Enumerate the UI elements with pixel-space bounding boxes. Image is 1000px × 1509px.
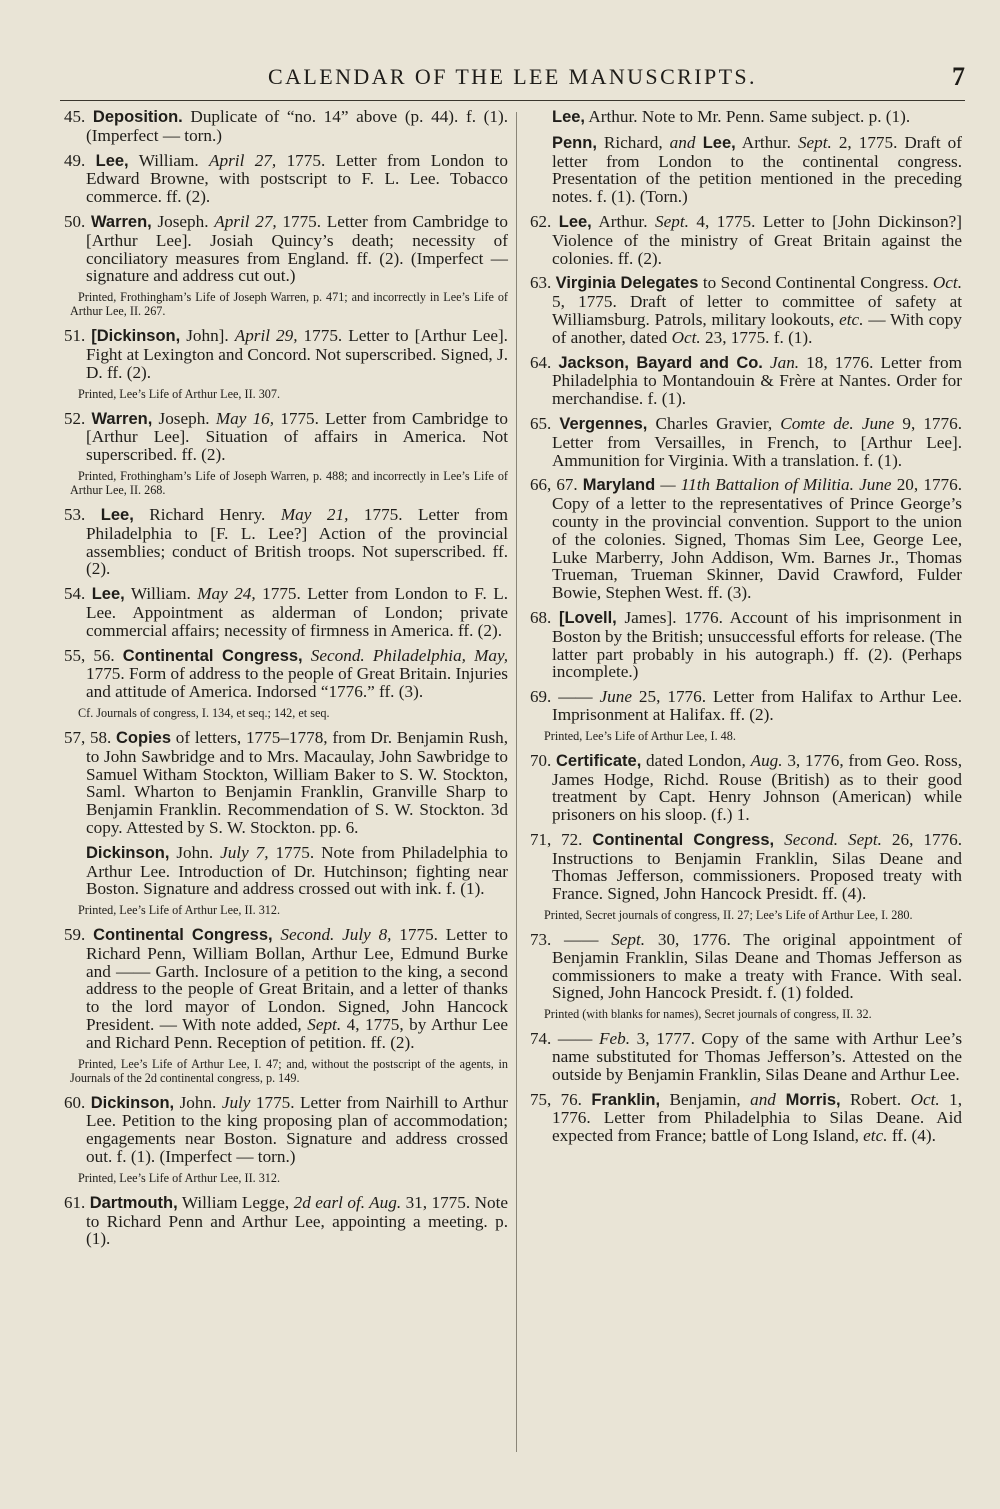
- entry-text: 1775. Note from Philadelphia to Arthur Lee. Introduction of Dr. Hutchinson; fighting near Boston. Signature and address crossed out with ink. f. (1).: [86, 842, 508, 899]
- left-column: [60, 108, 508, 1255]
- entry-text: Richard,: [596, 132, 670, 152]
- entry-text: Joseph.: [151, 211, 215, 231]
- entry-66-67: [526, 476, 962, 602]
- note-52: Printed, Frothingham’s Life of Joseph Warren, p. 488; and incorrectly in Lee’s Life of Arthur Lee, II. 268.: [70, 468, 508, 497]
- entry-heading: [Dickinson,: [91, 327, 181, 346]
- entry-text: 26, 1776. Instructions to Benjamin Franklin, Silas Deane and Thomas Jefferson, commissioners. Proposed treaty with France. Signed, John Hancock Presidt. ff. (4).: [552, 829, 963, 904]
- entry-54: [60, 585, 508, 639]
- entry-text: ——: [564, 930, 612, 950]
- note-55: Cf. Journals of congress, I. 134, et seq.; 142, et seq.: [78, 705, 330, 720]
- entry-59: [60, 926, 508, 1052]
- entry-italic-text: May 24,: [197, 584, 256, 604]
- entry-italic-text: Second. Sept.: [774, 829, 882, 849]
- entry-italic-text: May 16,: [215, 408, 275, 428]
- entry-55-56: [60, 647, 508, 701]
- entry-text: dated London,: [641, 750, 751, 770]
- entry-italic-text: Second. Philadelphia, May,: [302, 645, 509, 665]
- entry-53: [60, 506, 508, 578]
- entry-62: [526, 213, 962, 267]
- entry-number: 71, 72.: [530, 829, 583, 849]
- entry-number: 55, 56.: [64, 645, 115, 665]
- entry-text: Robert.: [840, 1089, 911, 1109]
- entry-italic-text: Oct.: [932, 273, 963, 293]
- entry-heading: Jackson, Bayard and Co.: [558, 353, 763, 372]
- entry-text: 1775. Letter from London to Edward Browne, with postscript to F. L. Lee. Tobacco commerce. ff. (2).: [86, 150, 508, 207]
- entry-number: 60.: [64, 1092, 86, 1112]
- entry-65: [526, 415, 962, 469]
- entry-text: 4, 1775. Letter to [John Dickinson?] Violence of the ministry of Great Britain against the colonies. ff. (2).: [552, 211, 963, 268]
- entry-text: — With copy of another, dated: [552, 309, 962, 347]
- entry-italic-text: Oct.: [671, 327, 701, 347]
- entry-heading: Virginia Delegates: [555, 274, 699, 293]
- entry-text: 1775. Letter from Nairhill to Arthur Lee. Petition to the king proposing plan of accommodation; engagements near Boston. Signature and address crossed out. f. (1). (Imperfect — torn.): [86, 1092, 508, 1167]
- entry-text: 20, 1776. Copy of a letter to the representatives of Prince George’s county in the provincial convention. Support to the union of the colonies. Signed, Thomas Sim Lee, George Lee, Luke Marberry, John Addison, Wm. Barnes Jr., Thomas Trueman, Trueman Skinner, David Crawford, Fulder Bowie, Stephen West. ff. (3).: [552, 475, 963, 603]
- note-59: Printed, Lee’s Life of Arthur Lee, I. 47; and, without the postscript of the agents, in Journals of the 2d continental congress, p. 149.: [70, 1056, 508, 1085]
- entry-italic-text: Comte de. June: [780, 413, 895, 433]
- entry-text: William Legge,: [177, 1192, 294, 1212]
- entry-heading: Penn,: [552, 133, 597, 152]
- entry-number: 64.: [530, 352, 552, 372]
- entry-51: [60, 327, 508, 381]
- entry-text: John].: [180, 326, 235, 346]
- entry-italic-text: etc.: [863, 1126, 888, 1146]
- entry-italic-text: and: [750, 1089, 776, 1109]
- entry-heading: Warren,: [90, 212, 152, 231]
- entry-57-58: [60, 729, 508, 837]
- entry-italic-text: Sept.: [797, 132, 832, 152]
- entry-heading: Lee,: [558, 212, 592, 231]
- entry-italic-text: Sept.: [611, 930, 646, 950]
- entry-60: [60, 1094, 508, 1166]
- entry-70: [526, 752, 962, 824]
- entry-text: 1775. Letter from London to F. L. Lee. Appointment as alderman of London; private commercial affairs; necessity of firmness in America. ff. (2).: [86, 584, 508, 640]
- entry-text: 23, 1775. f. (1).: [700, 327, 813, 347]
- entry-text: Duplicate of “no. 14” above (p. 44). f. (1). (Imperfect — torn.): [86, 107, 509, 145]
- entry-61-lee: [526, 108, 962, 127]
- entry-heading: Lee,: [552, 108, 586, 126]
- entry-52: [60, 410, 508, 464]
- entry-number: 45.: [64, 107, 86, 126]
- entry-text: Richard Henry.: [133, 504, 281, 524]
- note-50: Printed, Frothingham’s Life of Joseph Warren, p. 471; and incorrectly in Lee’s Life of Arthur Lee, II. 267.: [70, 290, 508, 319]
- entry-italic-text: May 21,: [280, 504, 349, 524]
- entry-73: [526, 931, 962, 1002]
- entry-74: [526, 1030, 962, 1083]
- entry-heading: Deposition.: [92, 108, 183, 126]
- entry-text: 18, 1776. Letter from Philadelphia to Montandouin & Frère at Nantes. Order for merchandise. f. (1).: [552, 352, 962, 409]
- entry-number: 75, 76.: [530, 1089, 582, 1109]
- right-column: [526, 108, 962, 1152]
- entry-text: 1775. Letter to Richard Penn, William Bollan, Arthur Lee, Edmund Burke and —— Garth. Inclosure of a petition to the king, a second address to the people of Great Britain, and a letter of thanks to the lord mayor of London. Signed, John Hancock President. — With note added,: [86, 925, 508, 1035]
- entry-heading: Continental Congress,: [93, 926, 273, 945]
- entry-number: 52.: [64, 408, 86, 428]
- entry-number: 50.: [64, 211, 86, 231]
- entry-text: 9, 1776. Letter from Versailles, in French, to [Arthur Lee]. Ammunition for Virginia. With a translation. f. (1).: [552, 413, 962, 470]
- entry-49: [60, 152, 508, 206]
- entry-heading: Warren,: [91, 409, 153, 428]
- entry-text: 3, 1776, from Geo. Ross, James Hodge, Richd. Rouse (British) as to their good treatment by Capt. Henry Johnson (American) while prisoners on his sloop. (f.) 1.: [552, 750, 963, 825]
- note-71: Printed, Secret journals of congress, II. 27; Lee’s Life of Arthur Lee, I. 280.: [544, 908, 913, 923]
- entry-italic-text: Feb.: [598, 1029, 630, 1049]
- entry-text: Arthur.: [735, 132, 798, 152]
- entry-number: 66, 67.: [530, 475, 578, 495]
- entry-text: Arthur.: [591, 211, 655, 231]
- note-51: Printed, Lee’s Life of Arthur Lee, II. 307.: [78, 386, 281, 401]
- entry-number: 69.: [530, 687, 552, 707]
- entry-heading: Continental Congress,: [592, 830, 775, 849]
- entry-italic-text: Oct.: [910, 1089, 940, 1109]
- entry-69: [526, 688, 962, 724]
- entry-number: 61.: [64, 1192, 86, 1212]
- entry-text: 1775. Form of address to the people of Great Britain. Injuries and attitude of America. Indorsed “1776.” ff. (3).: [86, 664, 508, 702]
- page-number: 7: [952, 62, 965, 91]
- entry-italic-text: June: [599, 687, 632, 707]
- entry-heading: Copies: [116, 728, 172, 747]
- entry-number: 74.: [530, 1029, 552, 1049]
- entry-68: [526, 609, 962, 681]
- entry-text: 3, 1777. Copy of the same with Arthur Lee’s name substituted for Thomas Jefferson’s. Attested on the outside by Benjamin Franklin, Silas Deane and Arthur Lee.: [552, 1029, 963, 1084]
- entry-text: of letters, 1775–1778, from Dr. Benjamin Rush, to John Sawbridge and to Mrs. Macaulay, John Sawbridge to Samuel Witham Stockton, William Baker to S. W. Stockton, Saml. Wharton to Benjamin Franklin, Granville Sharp to Benjamin Franklin. Recommendation of S. W. Stockton. 3d copy. Attested by S. W. Stockton. pp. 6.: [86, 727, 509, 837]
- entry-italic-text: Aug.: [750, 750, 783, 770]
- entry-heading: Vergennes,: [559, 414, 648, 433]
- entry-number: 65.: [530, 413, 552, 433]
- entry-italic-text: Sept.: [655, 211, 689, 231]
- entry-italic-text: etc.: [839, 309, 864, 329]
- entry-number: 54.: [64, 584, 86, 604]
- entry-heading: Maryland: [582, 476, 656, 495]
- entry-text: Benjamin,: [660, 1089, 751, 1109]
- note-57b: Printed, Lee’s Life of Arthur Lee, II. 312.: [78, 903, 281, 918]
- header-rule: [60, 100, 965, 101]
- entry-text: John.: [169, 842, 221, 862]
- entry-heading: Lee,: [91, 585, 125, 604]
- entry-number: 57, 58.: [64, 727, 112, 747]
- entry-text: ff. (4).: [887, 1126, 936, 1146]
- entry-heading: Dickinson,: [90, 1093, 175, 1112]
- entry-italic-text: Jan.: [762, 352, 800, 372]
- entry-45: [60, 108, 508, 145]
- entry-number: 62.: [530, 211, 552, 231]
- page-header: [60, 64, 965, 104]
- entry-text: 2, 1775. Draft of letter from London to the continental congress. Presentation of the petition mentioned in the preceding notes. f. (1). (Torn.): [552, 132, 962, 207]
- entry-61-penn: [526, 134, 962, 206]
- note-73: Printed (with blanks for names), Secret journals of congress, II. 32.: [544, 1007, 872, 1022]
- entry-61: [60, 1194, 508, 1248]
- entry-italic-text: Second. July 8,: [272, 925, 392, 945]
- entry-number: 73.: [530, 930, 552, 950]
- note-69: Printed, Lee’s Life of Arthur Lee, I. 48.: [544, 728, 736, 743]
- entry-number: 68.: [530, 607, 552, 627]
- entry-italic-text: 2d earl of. Aug.: [293, 1192, 402, 1212]
- entry-number: 49.: [64, 150, 86, 170]
- entry-number: 63.: [530, 273, 552, 293]
- entry-text: Arthur. Note to Mr. Penn. Same subject. p. (1).: [585, 107, 911, 126]
- entry-italic-text: — 11th Battalion of Militia. June: [655, 475, 892, 495]
- note-60: Printed, Lee’s Life of Arthur Lee, II. 312.: [78, 1170, 281, 1185]
- entry-text: 5, 1775. Draft of letter to committee of safety at Williamsburg. Patrols, military lookouts,: [552, 292, 962, 329]
- entry-italic-text: and: [669, 132, 696, 152]
- entry-57-58-dickinson: [60, 844, 508, 898]
- entry-number: 53.: [64, 504, 86, 524]
- entry-text: 31, 1775. Note to Richard Penn and Arthur Lee, appointing a meeting. p. (1).: [86, 1192, 509, 1249]
- entry-italic-text: July: [221, 1092, 251, 1112]
- entry-number: 51.: [64, 326, 86, 346]
- entry-italic-text: April 29,: [234, 326, 298, 346]
- entry-text: 1775. Letter from Cambridge to [Arthur Lee]. Situation of affairs in America. Not superscribed. ff. (2).: [86, 408, 508, 465]
- entry-text: Charles Gravier,: [647, 413, 781, 433]
- entry-heading: Continental Congress,: [122, 646, 303, 665]
- entry-71-72: [526, 831, 962, 903]
- entry-text: 1, 1776. Letter from Philadelphia to Silas Deane. Aid expected from France; battle of Long Island,: [552, 1089, 963, 1146]
- entry-63: [526, 274, 962, 346]
- entry-text: to Second Continental Congress.: [698, 273, 933, 293]
- entry-text: 25, 1776. Letter from Halifax to Arthur Lee. Imprisonment at Halifax. ff. (2).: [552, 687, 963, 724]
- entry-text: John.: [174, 1092, 222, 1112]
- entry-italic-text: April 27,: [209, 150, 277, 170]
- entry-number: 59.: [64, 925, 86, 945]
- column-divider: [516, 112, 517, 1452]
- entry-text: ——: [557, 1029, 599, 1049]
- entry-text: William.: [124, 584, 198, 604]
- entry-text: ——: [558, 687, 600, 707]
- entry-heading: Lee,: [695, 133, 736, 152]
- entry-text: 1775. Letter from Philadelphia to [F. L. Lee?] Action of the provincial assemblies; conduct of British troops. Not superscribed. ff. (2).: [86, 504, 508, 579]
- entry-text: William.: [128, 150, 210, 170]
- entry-text: 30, 1776. The original appointment of Benjamin Franklin, Silas Deane and Thomas Jefferson as commissioners to make a treaty with France. With seal. Signed, John Hancock Presidt. f. (1) folded.: [552, 930, 963, 1003]
- entry-text: 4, 1775, by Arthur Lee and Richard Penn. Reception of petition. ff. (2).: [86, 1015, 508, 1052]
- entry-text: James]. 1776. Account of his imprisonment in Boston by the British; unsuccessful efforts for release. (The latter part probably in his autograph.) ff. (2). (Perhaps incomplete.): [552, 607, 963, 682]
- entry-italic-text: July 7,: [220, 842, 269, 862]
- entry-heading: Morris,: [775, 1090, 841, 1109]
- entry-text: 1775. Letter from Cambridge to [Arthur Lee]. Josiah Quincy’s death; necessity of conciliatory measures from England. ff. (2). (Imperfect — signature and address cut out.): [86, 211, 508, 286]
- entry-text: Joseph.: [152, 408, 216, 428]
- entry-italic-text: Sept.: [307, 1015, 342, 1035]
- entry-heading: Lee,: [95, 151, 129, 170]
- entry-75-76: [526, 1091, 962, 1145]
- entry-heading: [Lovell,: [558, 608, 617, 627]
- entry-text: 1775. Letter to [Arthur Lee]. Fight at Lexington and Concord. Not superscribed. Signed, J. D. ff. (2).: [86, 326, 508, 382]
- entry-heading: Dartmouth,: [89, 1193, 178, 1212]
- running-title: CALENDAR OF THE LEE MANUSCRIPTS.: [268, 64, 757, 89]
- entry-heading: Dickinson,: [86, 843, 170, 862]
- entry-50: [60, 213, 508, 285]
- entry-heading: Franklin,: [591, 1090, 661, 1109]
- entry-italic-text: April 27,: [214, 211, 277, 231]
- entry-number: 70.: [530, 750, 552, 770]
- entry-heading: Lee,: [100, 505, 134, 524]
- entry-64: [526, 354, 962, 408]
- entry-heading: Certificate,: [556, 751, 642, 770]
